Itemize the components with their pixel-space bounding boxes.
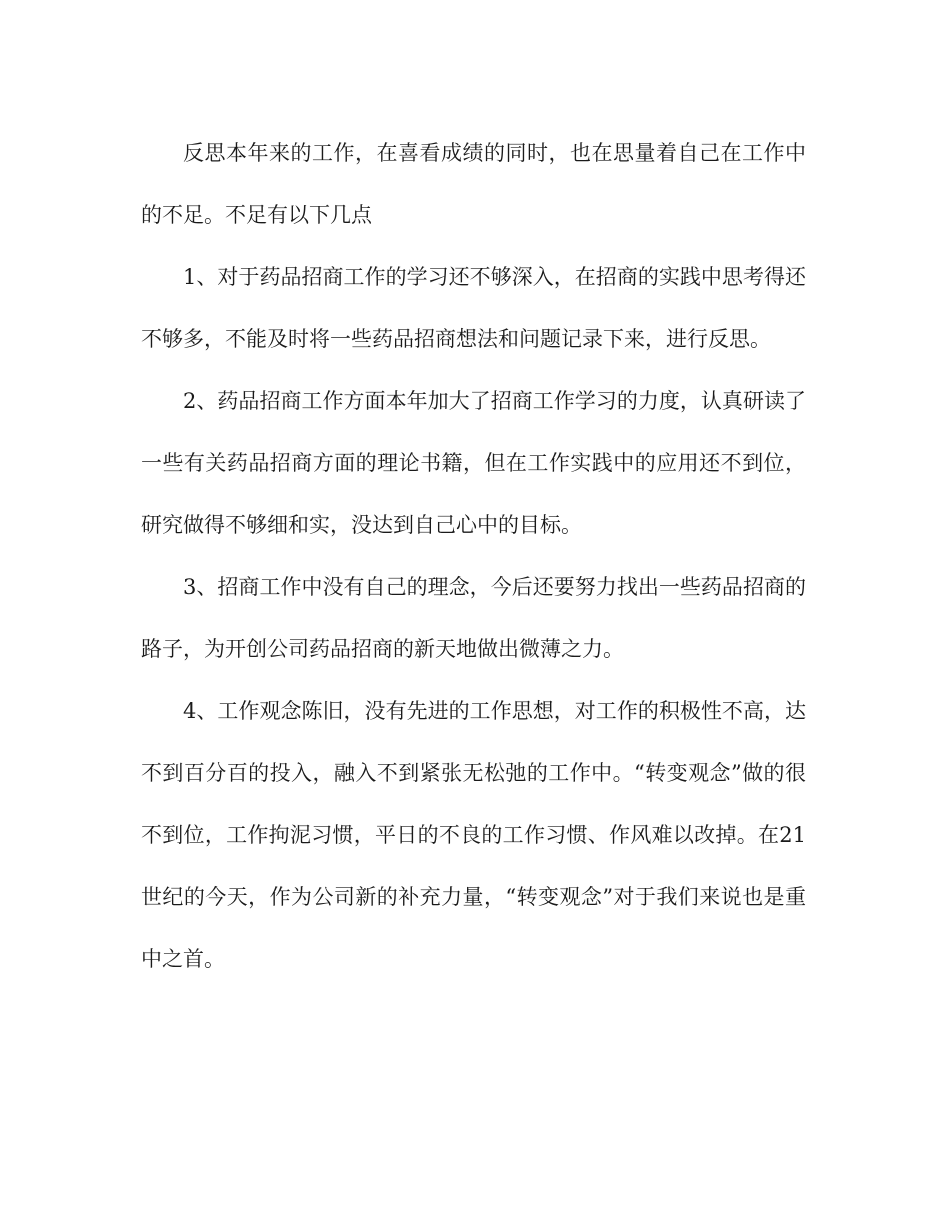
point-3-paragraph: 3、招商工作中没有自己的理念，今后还要努力找出一些药品招商的路子，为开创公司药品招商的新天地做出微薄之力。	[141, 575, 806, 661]
point-4-paragraph: 4、工作观念陈旧，没有先进的工作思想，对工作的积极性不高，达不到百分百的投入，融入不到紧张无松弛的工作中。“转变观念”做的很不到位，工作拘泥习惯，平日的不良的工作习惯、作风难以改掉。在21世纪的今天，作为公司新的补充力量，“转变观念”对于我们来说也是重中之首。	[141, 699, 806, 971]
point-1-paragraph: 1、对于药品招商工作的学习还不够深入，在招商的实践中思考得还不够多，不能及时将一些药品招商想法和问题记录下来，进行反思。	[141, 265, 806, 351]
point-2-paragraph: 2、药品招商工作方面本年加大了招商工作学习的力度，认真研读了一些有关药品招商方面的理论书籍，但在工作实践中的应用还不到位，研究做得不够细和实，没达到自己心中的目标。	[141, 389, 806, 537]
intro-paragraph: 反思本年来的工作，在喜看成绩的同时，也在思量着自己在工作中的不足。不足有以下几点	[141, 141, 806, 227]
document-body	[141, 122, 806, 990]
